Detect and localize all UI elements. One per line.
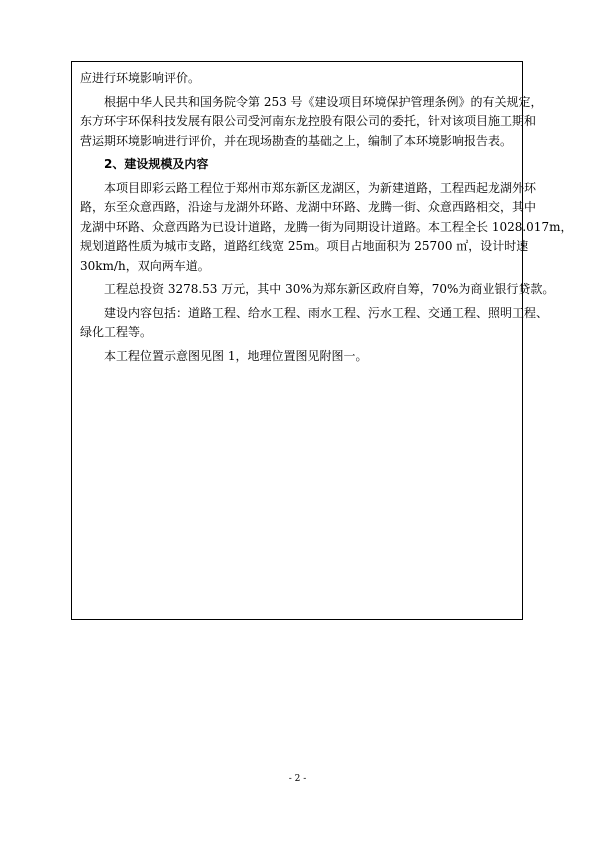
continuation-line: 应进行环境影响评价。 bbox=[80, 71, 201, 85]
construction-paragraph-line-2: 绿化工程等。 bbox=[80, 325, 153, 339]
construction-paragraph-line-1 bbox=[80, 304, 549, 324]
project-paragraph-line-4 bbox=[80, 237, 529, 257]
regulation-text-1: 根据中华人民共和国务院令第 253 号《建设项目环境保护管理条例》的有关规定， bbox=[104, 94, 543, 109]
project-paragraph-line-2 bbox=[80, 198, 537, 218]
regulation-paragraph-line-3: 营运期环境影响进行评价，并在现场勘查的基础之上，编制了本环境影响报告表。 bbox=[80, 133, 513, 148]
section-heading: 2、建设规模及内容 bbox=[104, 157, 209, 171]
regulation-paragraph-line-2 bbox=[80, 112, 537, 132]
construction-text-1: 建设内容包括：道路工程、给水工程、雨水工程、污水工程、交通工程、照明工程、 bbox=[104, 305, 549, 320]
project-text-4: 规划道路性质为城市支路，道路红线宽 25m。项目占地面积为 25700 ㎡，设计时速 bbox=[80, 239, 529, 253]
project-text-1: 本项目即彩云路工程位于郑州市郑东新区龙湖区，为新建道路，工程西起龙湖外环 bbox=[104, 180, 537, 195]
content-box bbox=[71, 61, 573, 620]
project-text-2: 路，东至众意西路，沿途与龙湖外环路、龙湖中环路、龙腾一街、众意西路相交，其中 bbox=[80, 200, 537, 214]
page-number: - 2 - bbox=[288, 774, 307, 784]
investment-paragraph: 工程总投资 3278.53 万元，其中 30%为郑东新区政府自筹，70%为商业银行贷款。 bbox=[104, 282, 555, 296]
project-paragraph-line-3 bbox=[80, 218, 573, 238]
project-text-3: 龙湖中环路、众意西路为已设计道路，龙腾一街为同期设计道路。本工程全长 1028.017m， bbox=[80, 219, 573, 234]
location-paragraph: 本工程位置示意图见图 1，地理位置图见附图一。 bbox=[104, 348, 368, 363]
project-paragraph-line-1 bbox=[80, 179, 537, 199]
regulation-text-2: 东方环宇环保科技发展有限公司受河南东龙控股有限公司的委托，针对该项目施工期和 bbox=[80, 114, 537, 128]
regulation-paragraph-line-1 bbox=[80, 93, 543, 113]
project-paragraph-line-5: 30km/h，双向两车道。 bbox=[80, 258, 210, 273]
